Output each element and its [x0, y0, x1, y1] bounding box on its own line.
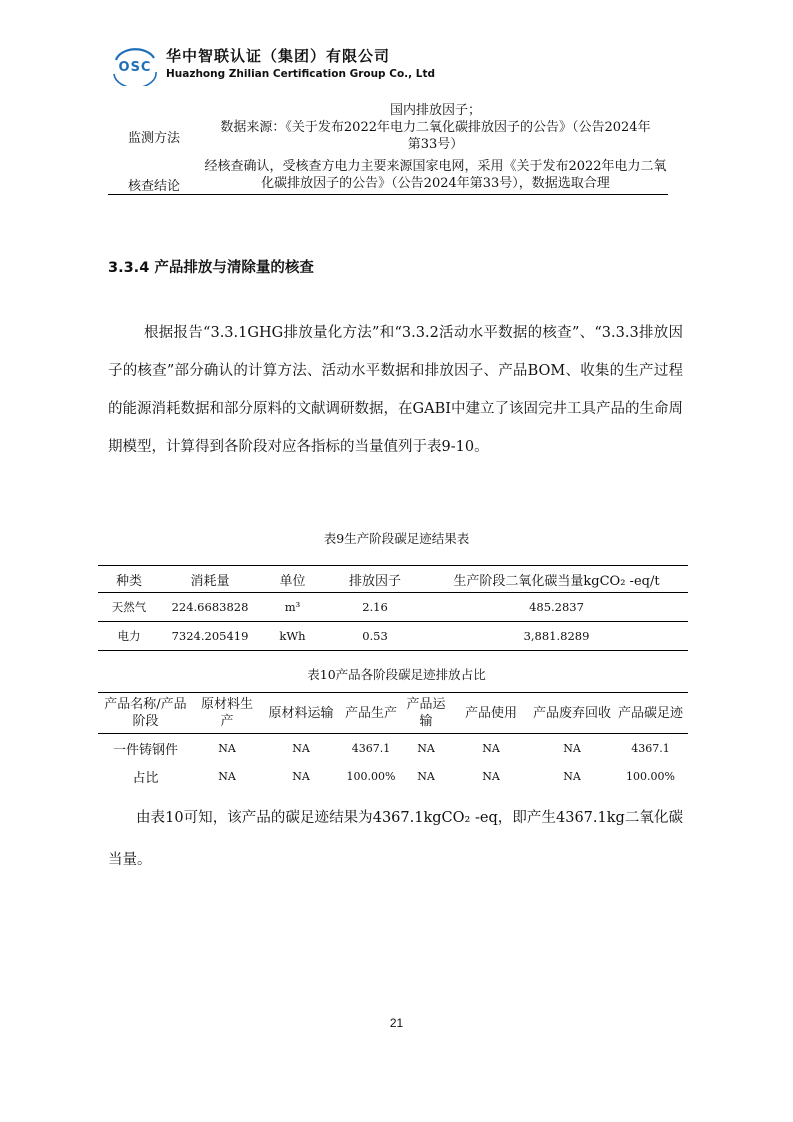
column-header: 产品碳足迹 [613, 693, 688, 734]
body-paragraph: 根据报告“3.3.1GHG排放量化方法”和“3.3.2活动水平数据的核查”、“3.3.3排放因子的核查”部分确认的计算方法、活动水平数据和排放因子、产品BOM、收集的生产过程的能源消耗数据和部分原料的文献调研数据，在GABI中建立了该固完井工具产品的生命周期模型，计算得到各阶段对应各指标的当量值列于表9-10。 [108, 325, 683, 455]
table-cell: 100.00% [346, 769, 396, 783]
content-line: 国内排放因子； [389, 103, 481, 118]
table9-caption: 表9生产阶段碳足迹结果表 [323, 531, 470, 546]
verification-conclusion-content [203, 158, 668, 194]
content-line: 第33号） [407, 137, 464, 152]
table-cell: 100.00% [626, 769, 675, 783]
table-row [98, 734, 688, 763]
table-cell: 485.2837 [425, 593, 688, 622]
table-cell: NA [482, 741, 500, 755]
page-number: 21 [389, 1016, 404, 1030]
content-line: 经核查确认，受核查方电力主要来源国家电网，采用《关于发布2022年电力二氧 [204, 159, 667, 174]
table-cell: kWh [260, 622, 325, 651]
verification-table-continued [108, 102, 668, 195]
section-heading: 3.3.4 产品排放与清除量的核查 [108, 260, 314, 276]
table-cell: NA [563, 769, 581, 783]
verification-conclusion-row [108, 158, 668, 195]
table10 [98, 692, 688, 790]
table-cell: 3,881.8289 [425, 622, 688, 651]
column-header: 产品废弃回收 [531, 693, 613, 734]
column-header: 产品生产 [341, 693, 401, 734]
company-logo [110, 44, 160, 86]
table-cell: NA [417, 769, 435, 783]
table-cell: NA [218, 741, 236, 755]
monitoring-method-label: 监测方法 [128, 130, 181, 146]
table-cell: m³ [260, 593, 325, 622]
table-cell: 占比 [132, 770, 159, 786]
column-header: 生产阶段二氧化碳当量kgCO₂ -eq/t [425, 566, 688, 593]
table-header-row [98, 693, 688, 734]
column-header: 单位 [260, 566, 325, 593]
table-cell: 电力 [98, 622, 160, 651]
table-cell: NA [218, 769, 236, 783]
table-cell: NA [482, 769, 500, 783]
column-header: 消耗量 [160, 566, 260, 593]
column-header: 产品使用 [451, 693, 531, 734]
table9 [98, 565, 688, 651]
column-header: 原材料生产 [193, 693, 261, 734]
company-name-cn: 华中智联认证（集团）有限公司 [166, 47, 391, 65]
content-line: 数据来源：《关于发布2022年电力二氧化碳排放因子的公告》（公告2024年 [220, 120, 651, 135]
table-cell: NA [292, 769, 310, 783]
table-cell: NA [417, 741, 435, 755]
column-header: 产品运输 [401, 693, 451, 734]
verification-conclusion-label: 核查结论 [128, 179, 181, 194]
company-name-en: Huazhong Zhilian Certification Group Co., Ltd [166, 68, 436, 80]
logo-text: OSC [118, 60, 152, 75]
column-header: 产品名称/产品阶段 [98, 693, 193, 734]
table-cell: NA [292, 741, 310, 755]
column-header: 种类 [98, 566, 160, 593]
table-cell: 天然气 [98, 593, 160, 622]
table-cell: 2.16 [325, 593, 425, 622]
table10-caption: 表10产品各阶段碳足迹排放占比 [307, 667, 486, 682]
table-cell: NA [563, 741, 581, 755]
content-line: 化碳排放因子的公告》（公告2024年第33号），数据选取合理 [261, 176, 610, 191]
table-cell: 4367.1 [351, 741, 391, 755]
table-header-row [98, 566, 688, 593]
table-row [98, 762, 688, 790]
table-cell: 7324.205419 [160, 622, 260, 651]
table-row [98, 593, 688, 622]
column-header: 排放因子 [325, 566, 425, 593]
column-header: 原材料运输 [261, 693, 341, 734]
monitoring-method-row [108, 102, 668, 153]
table-cell: 一件铸钢件 [112, 742, 178, 758]
table-cell: 224.6683828 [160, 593, 260, 622]
table-cell: 4367.1 [631, 741, 670, 755]
monitoring-method-content [203, 102, 668, 153]
table-row [98, 622, 688, 651]
table-cell: 0.53 [325, 622, 425, 651]
conclusion-paragraph: 由表10可知，该产品的碳足迹结果为4367.1kgCO₂ -eq，即产生4367.1kg二氧化碳当量。 [108, 810, 683, 868]
